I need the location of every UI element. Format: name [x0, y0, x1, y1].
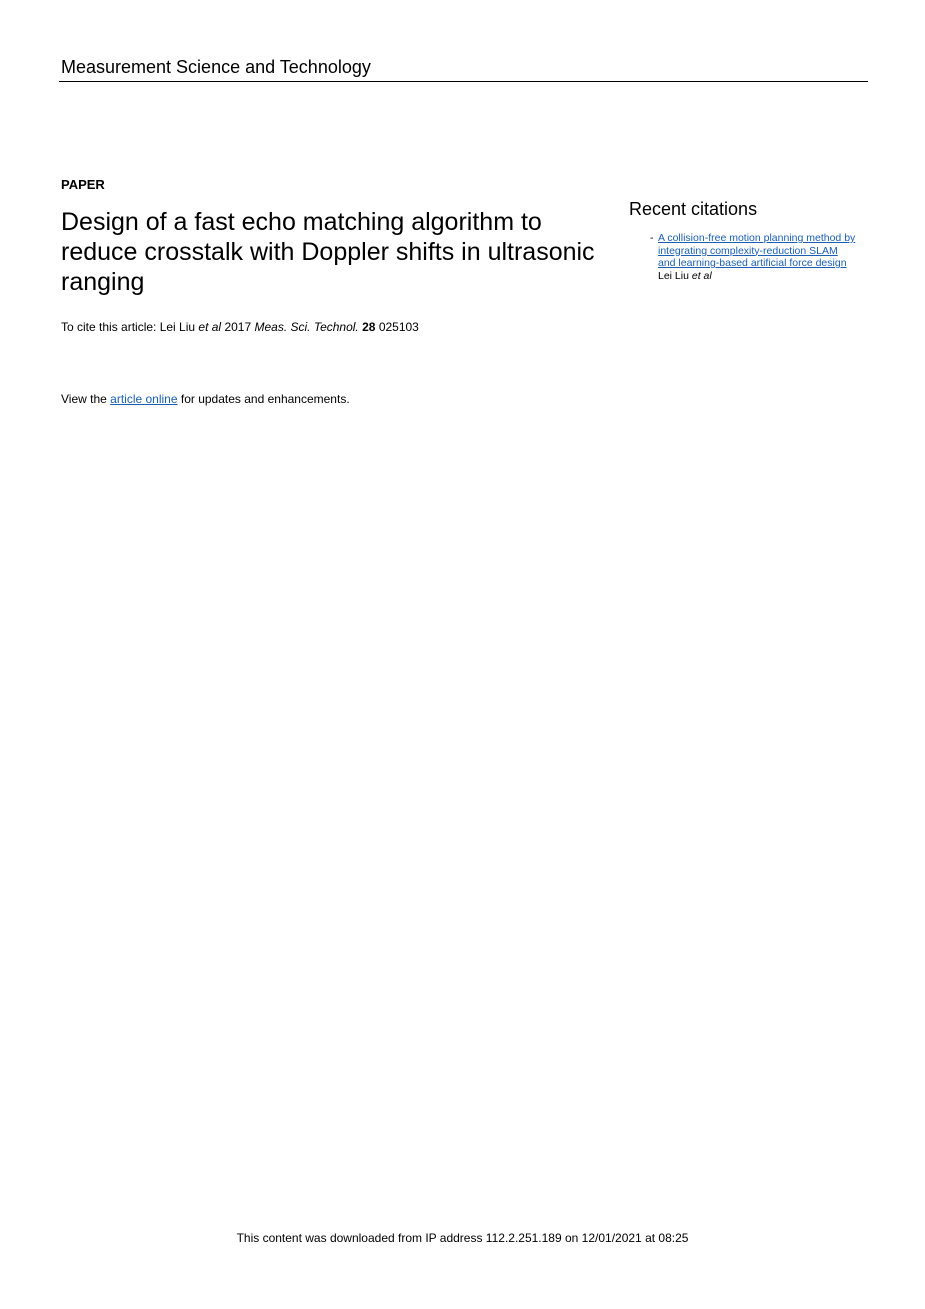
recent-citations-heading: Recent citations	[629, 199, 758, 219]
cite-line	[61, 320, 419, 334]
cite-year: 2017	[224, 320, 252, 334]
cite-volume: 28	[362, 320, 376, 334]
citation-et-al: et al	[691, 269, 712, 282]
citation-title-link[interactable]: integrating complexity-reduction SLAM	[658, 244, 838, 257]
recent-citations-list	[650, 232, 875, 282]
citation-body	[658, 232, 875, 282]
view-online-line	[61, 392, 350, 406]
citation-author: Lei Liu	[658, 269, 692, 282]
cite-journal-abbrev: Meas. Sci. Technol.	[254, 320, 359, 334]
article-online-link[interactable]: article online	[110, 392, 178, 406]
citation-title-link[interactable]: and learning-based artificial force design	[658, 257, 847, 269]
citation-dash: -	[650, 232, 654, 244]
cite-prefix: To cite this article: Lei Liu	[61, 320, 199, 334]
download-footer: This content was downloaded from IP address 112.2.251.189 on 12/01/2021 at 08:25	[236, 1231, 689, 1245]
citation-authors	[658, 270, 875, 283]
section-label: PAPER	[61, 177, 105, 192]
article-title: Design of a fast echo matching algorithm to reduce crosstalk with Doppler shifts in ultrasonic ranging	[61, 208, 595, 296]
view-suffix: for updates and enhancements.	[177, 392, 350, 406]
cite-article-number: 025103	[378, 320, 419, 334]
journal-name: Measurement Science and Technology	[61, 57, 371, 77]
header-divider	[59, 81, 868, 82]
citation-item	[650, 232, 875, 282]
citation-title-link[interactable]: A collision-free motion planning method by	[658, 232, 856, 244]
cite-et-al: et al	[198, 320, 222, 334]
view-prefix: View the	[61, 392, 111, 406]
